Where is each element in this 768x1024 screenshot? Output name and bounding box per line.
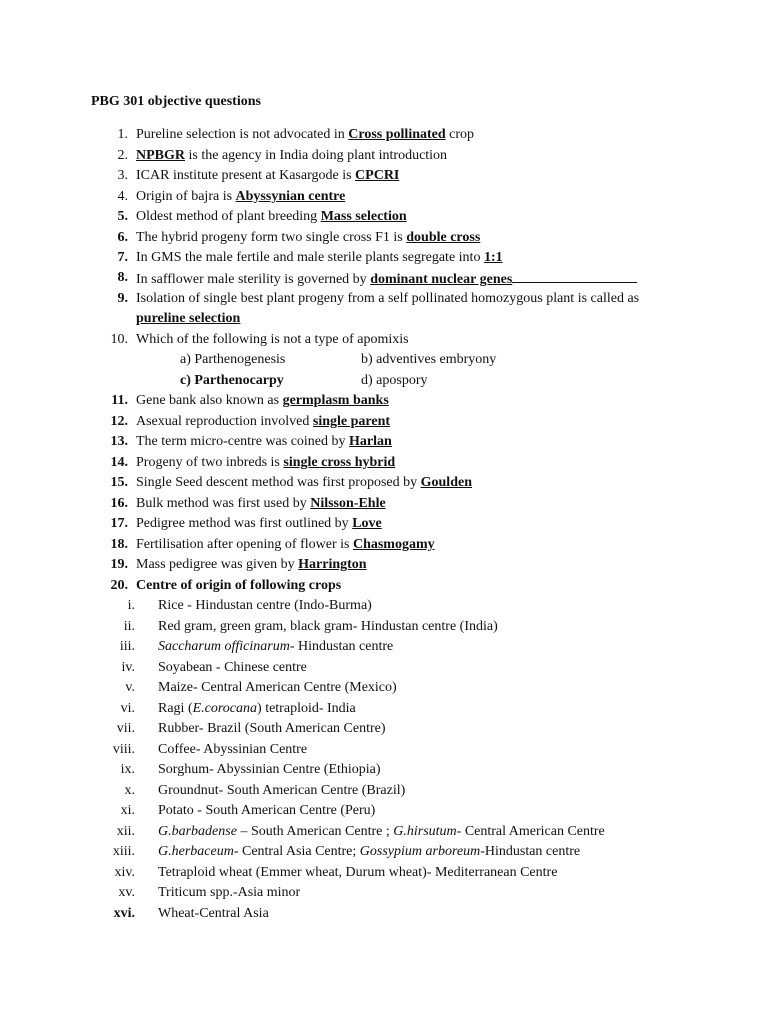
question-19 [0, 555, 768, 575]
question-number: 8. [117, 270, 128, 285]
question-number: 7. [117, 250, 128, 265]
answer: double cross [406, 230, 481, 245]
answer: pureline selection [136, 311, 241, 326]
question-number: 10. [110, 332, 128, 347]
question-number: 1. [117, 127, 128, 142]
species-name: Gossypium arboreum [359, 844, 481, 859]
question-text: In safflower male sterility is governed by [136, 272, 371, 287]
roman-numeral: ii. [123, 619, 135, 634]
question-number: 5. [117, 209, 128, 224]
answer: Love [352, 516, 382, 531]
crop-item [0, 760, 768, 780]
question-3 [0, 166, 768, 186]
answer: dominant nuclear genes [370, 272, 513, 287]
crop-item [0, 781, 768, 801]
question-text: Pureline selection is not advocated in [136, 127, 349, 142]
roman-numeral: x. [124, 783, 135, 798]
answer: germplasm banks [282, 393, 389, 408]
answer: Chasmogamy [352, 537, 435, 552]
question-text: Mass pedigree was given by [136, 557, 299, 572]
crop-text: Groundnut- South American Centre (Brazil) [158, 783, 406, 798]
question-9 [0, 289, 768, 309]
question-17 [0, 514, 768, 534]
answer: single cross hybrid [283, 455, 396, 470]
species-name: G.barbadense [158, 824, 237, 839]
crop-item [0, 637, 768, 657]
question-2 [0, 146, 768, 166]
roman-numeral: vii. [116, 721, 135, 736]
question-text: ICAR institute present at Kasargode is [136, 168, 356, 183]
question-text-end: crop [445, 127, 475, 142]
species-name: G.herbaceum [158, 844, 234, 859]
answer: single parent [312, 414, 391, 429]
crop-text: Red gram, green gram, black gram- Hindustan centre (India) [158, 619, 498, 634]
crop-text: - Hindustan centre [289, 639, 394, 654]
crop-item [0, 842, 768, 862]
crop-item [0, 617, 768, 637]
question-number: 12. [110, 414, 128, 429]
answer: Mass selection [320, 209, 407, 224]
question-number: 14. [110, 455, 128, 470]
crop-text: -Hindustan centre [480, 844, 581, 859]
answer: Cross pollinated [348, 127, 446, 142]
crop-text: Soyabean - Chinese centre [158, 660, 307, 675]
option-b: b) adventives embryony [361, 352, 497, 367]
answer: Goulden [420, 475, 472, 490]
question-10 [0, 330, 768, 350]
crop-item [0, 740, 768, 760]
roman-numeral: xiii. [112, 844, 135, 859]
question-number: 2. [117, 148, 128, 163]
question-number: 9. [117, 291, 128, 306]
species-name: G.hirsutum [393, 824, 457, 839]
crop-text-start: Ragi ( [158, 701, 193, 716]
question-9-answer-line [0, 309, 768, 329]
answer: Abyssynian centre [235, 189, 346, 204]
roman-numeral: viii. [112, 742, 135, 757]
question-text: Fertilisation after opening of flower is [136, 537, 353, 552]
roman-numeral: xii. [116, 824, 135, 839]
question-text: is the agency in India doing plant introduction [185, 148, 448, 163]
question-text: The term micro-centre was coined by [136, 434, 350, 449]
crop-text: Maize- Central American Centre (Mexico) [158, 680, 397, 695]
question-text: The hybrid progeny form two single cross F1 is [136, 230, 407, 245]
answer: Harlan [349, 434, 392, 449]
answer-blank-line [512, 268, 637, 283]
question-18 [0, 535, 768, 555]
crop-text: - Central American Centre [456, 824, 605, 839]
question-4 [0, 187, 768, 207]
question-10-options-row-2 [0, 371, 768, 391]
crop-item [0, 822, 768, 842]
crop-item [0, 658, 768, 678]
question-12 [0, 412, 768, 432]
question-20 [0, 576, 768, 596]
crop-text: Wheat-Central Asia [158, 906, 269, 921]
crop-item [0, 904, 768, 924]
question-number: 3. [117, 168, 128, 183]
question-number: 20. [110, 578, 128, 593]
crop-item [0, 596, 768, 616]
answer: Harrington [298, 557, 367, 572]
option-d: d) apospory [361, 373, 428, 388]
question-text: Gene bank also known as [136, 393, 283, 408]
question-14 [0, 453, 768, 473]
question-text: Centre of origin of following crops [136, 578, 342, 593]
crop-text: Sorghum- Abyssinian Centre (Ethiopia) [158, 762, 381, 777]
question-text: In GMS the male fertile and male sterile plants segregate into [136, 250, 484, 265]
roman-numeral: v. [125, 680, 135, 695]
species-name: Saccharum officinarum [158, 639, 290, 654]
document-title: PBG 301 objective questions [91, 94, 261, 109]
question-number: 6. [117, 230, 128, 245]
crop-text: ) tetraploid- India [257, 701, 356, 716]
species-name: E.corocana [192, 701, 258, 716]
crop-text: Rubber- Brazil (South American Centre) [158, 721, 386, 736]
question-text: Oldest method of plant breeding [136, 209, 321, 224]
roman-numeral: xvi. [113, 906, 135, 921]
crop-text: Tetraploid wheat (Emmer wheat, Durum wheat)- Mediterranean Centre [158, 865, 558, 880]
question-number: 15. [110, 475, 128, 490]
question-text: Isolation of single best plant progeny from a self pollinated homozygous plant is called as [136, 291, 640, 306]
question-text: Which of the following is not a type of apomixis [136, 332, 409, 347]
question-number: 19. [110, 557, 128, 572]
question-number: 4. [117, 189, 128, 204]
roman-numeral: xi. [120, 803, 135, 818]
roman-numeral: ix. [120, 762, 135, 777]
question-16 [0, 494, 768, 514]
question-text: Origin of bajra is [136, 189, 236, 204]
crop-item [0, 719, 768, 739]
roman-numeral: xv. [118, 885, 135, 900]
crop-item [0, 801, 768, 821]
crop-text: Triticum spp.-Asia minor [158, 885, 301, 900]
question-text: Progeny of two inbreds is [136, 455, 284, 470]
crop-text: - Central Asia Centre; [233, 844, 360, 859]
question-text: Asexual reproduction involved [136, 414, 313, 429]
question-6 [0, 228, 768, 248]
crop-item [0, 699, 768, 719]
question-7 [0, 248, 768, 268]
crop-text: – South American Centre ; [236, 824, 394, 839]
roman-numeral: iii. [119, 639, 135, 654]
crop-text: Potato - South American Centre (Peru) [158, 803, 376, 818]
question-8 [0, 268, 768, 288]
question-number: 17. [110, 516, 128, 531]
question-13 [0, 432, 768, 452]
roman-numeral: vi. [120, 701, 135, 716]
question-text: Single Seed descent method was first proposed by [136, 475, 421, 490]
option-a: a) Parthenogenesis [180, 352, 286, 367]
question-text: Pedigree method was first outlined by [136, 516, 353, 531]
roman-numeral: iv. [121, 660, 135, 675]
question-number: 18. [110, 537, 128, 552]
option-c: c) Parthenocarpy [180, 373, 284, 388]
question-number: 11. [111, 393, 128, 408]
answer: NPBGR [136, 148, 185, 163]
answer: CPCRI [355, 168, 400, 183]
roman-numeral: i. [127, 598, 135, 613]
crop-item [0, 678, 768, 698]
roman-numeral: xiv. [114, 865, 135, 880]
crop-text: Rice - Hindustan centre (Indo-Burma) [158, 598, 372, 613]
crop-item [0, 883, 768, 903]
question-number: 13. [110, 434, 128, 449]
question-number: 16. [110, 496, 128, 511]
crop-text: Coffee- Abyssinian Centre [158, 742, 308, 757]
question-1 [0, 125, 768, 145]
answer: 1:1 [483, 250, 503, 265]
crop-item [0, 863, 768, 883]
question-10-options-row-1 [0, 350, 768, 370]
question-5 [0, 207, 768, 227]
question-11 [0, 391, 768, 411]
question-text: Bulk method was first used by [136, 496, 311, 511]
question-15 [0, 473, 768, 493]
answer: Nilsson-Ehle [310, 496, 386, 511]
